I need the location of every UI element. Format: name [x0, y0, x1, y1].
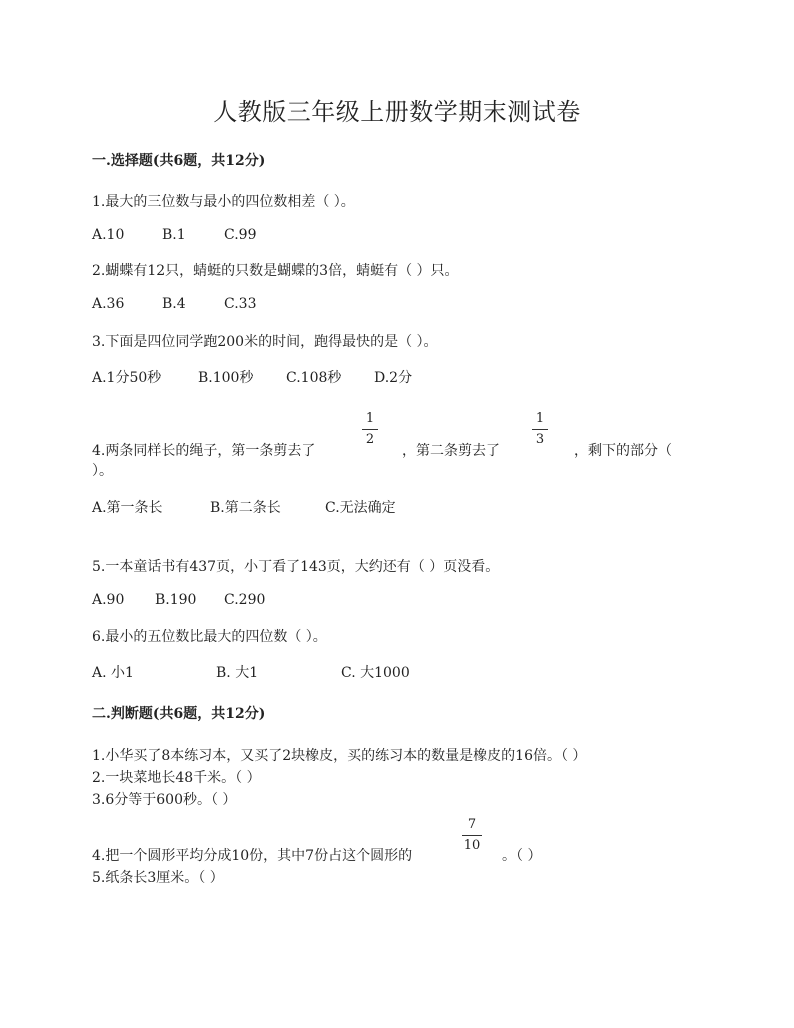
q4-option-c: C.无法确定	[325, 500, 396, 516]
q5-option-a: A.90	[92, 592, 125, 608]
q1-option-a: A.10	[92, 227, 125, 243]
q6-option-a: A. 小1	[92, 665, 134, 681]
q5-option-b: B.190	[155, 592, 197, 608]
page-title: 人教版三年级上册数学期末测试卷	[213, 98, 581, 126]
q3-option-d: D.2分	[374, 370, 413, 386]
q4-option-b: B.第二条长	[210, 500, 281, 516]
q6-option-c: C. 大1000	[341, 665, 410, 681]
q3-option-a: A.1分50秒	[92, 370, 162, 386]
q2-option-b: B.4	[162, 296, 186, 312]
q3-option-b: B.100秒	[198, 370, 254, 386]
section-1-heading: 一.选择题(共6题，共12分)	[92, 153, 266, 169]
q5-option-c: C.290	[224, 592, 266, 608]
question-4-part-c: ，剩下的部分（	[574, 443, 672, 459]
judge-question-1: 1.小华买了8本练习本，又买了2块橡皮，买的练习本的数量是橡皮的16倍。（ ）	[92, 748, 587, 764]
section-2-heading: 二.判断题(共6题，共12分)	[92, 706, 266, 722]
fraction-seven-tenths	[462, 818, 482, 853]
fraction-denominator: 2	[365, 432, 375, 447]
fraction-numerator: 1	[535, 411, 545, 426]
fraction-one-half	[362, 412, 378, 447]
fraction-one-third	[532, 412, 548, 447]
question-1: 1.最大的三位数与最小的四位数相差（ ）。	[92, 194, 355, 210]
question-4-part-a: 4.两条同样长的绳子，第一条剪去了	[92, 443, 316, 459]
fraction-denominator: 3	[535, 432, 545, 447]
fraction-denominator: 10	[463, 838, 481, 853]
question-2: 2.蝴蝶有12只，蜻蜓的只数是蝴蝶的3倍，蜻蜓有（ ）只。	[92, 263, 459, 279]
question-4-part-b: ，第二条剪去了	[402, 443, 500, 459]
judge-question-5: 5.纸条长3厘米。（ ）	[92, 870, 224, 886]
question-5: 5.一本童话书有437页，小丁看了143页，大约还有（ ）页没看。	[92, 559, 500, 575]
judge-question-2: 2.一块菜地长48千米。（ ）	[92, 770, 261, 786]
fraction-numerator: 7	[467, 817, 477, 832]
q2-option-a: A.36	[92, 296, 125, 312]
judge-question-4-part-b: 。（ ）	[502, 848, 542, 864]
q1-option-b: B.1	[162, 227, 186, 243]
question-6: 6.最小的五位数比最大的四位数（ ）。	[92, 629, 327, 645]
q2-option-c: C.33	[224, 296, 257, 312]
q3-option-c: C.108秒	[286, 370, 342, 386]
fraction-numerator: 1	[365, 411, 375, 426]
q4-option-a: A.第一条长	[92, 500, 163, 516]
question-3: 3.下面是四位同学跑200米的时间，跑得最快的是（ ）。	[92, 334, 438, 350]
q6-option-b: B. 大1	[216, 665, 259, 681]
judge-question-3: 3.6分等于600秒。（ ）	[92, 792, 237, 808]
question-4-part-d: ）。	[92, 463, 113, 479]
q1-option-c: C.99	[224, 227, 257, 243]
judge-question-4-part-a: 4.把一个圆形平均分成10份，其中7份占这个圆形的	[92, 848, 413, 864]
